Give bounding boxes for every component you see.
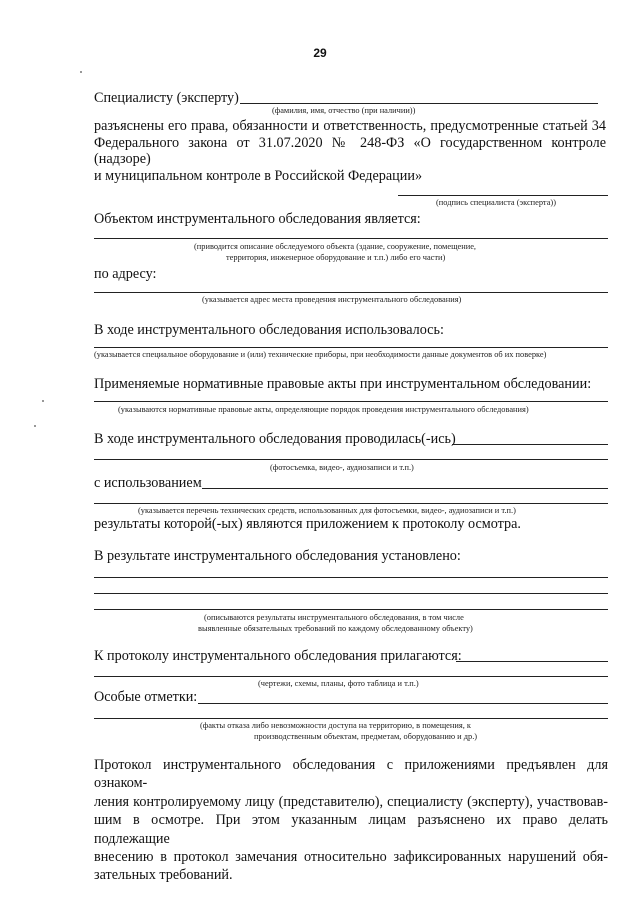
- using-line: [94, 503, 608, 504]
- remarks-label: Особые отметки:: [94, 689, 198, 705]
- findings-line: [94, 609, 608, 610]
- acts-label: Применяемые нормативные правовые акты при инструментальном обследовании:: [94, 376, 592, 392]
- page-number: 29: [313, 46, 327, 60]
- used-label: В ходе инструментального обследования использовалось:: [94, 322, 444, 338]
- address-hint: (указывается адрес места проведения инструментального обследования): [202, 295, 462, 304]
- attachments-hint: (чертежи, схемы, планы, фото таблица и т.п.): [258, 679, 419, 688]
- specialist-label: Специалисту (эксперту): [94, 90, 239, 106]
- recording-label: В ходе инструментального обследования проводилась(-ись): [94, 431, 456, 447]
- recording-inline-line: [452, 444, 608, 445]
- text-line: внесению в протокол замечания относительно зафиксированных нарушений обя-: [94, 849, 608, 866]
- remarks-hint: производственным объектам, предметам, оборудованию и др.): [254, 732, 478, 741]
- recording-line: [94, 459, 608, 460]
- using-inline-line: [202, 488, 608, 489]
- recording-hint: (фотосъемка, видео-, аудиозаписи и т.п.): [270, 463, 414, 472]
- attachments-label: К протоколу инструментального обследования прилагаются:: [94, 648, 462, 664]
- signature-hint: (подпись специалиста (эксперта)): [436, 198, 556, 207]
- remarks-inline-line: [198, 703, 608, 704]
- text-line: Протокол инструментального обследования с приложениями предъявлен для ознаком-: [94, 757, 608, 792]
- specialist-name-hint: (фамилия, имя, отчество (при наличии)): [272, 106, 416, 115]
- text-line: Федерального закона от 31.07.2020 № 248-ФЗ «О государственном контроле (надзоре): [94, 134, 606, 168]
- attachments-line: [94, 676, 608, 677]
- address-line: [94, 292, 608, 293]
- remarks-hint: (факты отказа либо невозможности доступа на территорию, в помещения, к: [200, 721, 471, 730]
- findings-line: [94, 593, 608, 594]
- text-line: и муниципальном контроле в Российской Федерации»: [94, 167, 423, 184]
- remarks-line: [94, 718, 608, 719]
- findings-line: [94, 577, 608, 578]
- specialist-name-line: [240, 103, 598, 104]
- signature-line: [398, 195, 608, 196]
- acts-hint: (указываются нормативные правовые акты, определяющие порядок проведения инструментального обследования): [118, 405, 529, 414]
- using-hint: (указывается перечень технических средств, использованных для фотосъемки, видео-, аудиозаписи и т.п.): [138, 506, 516, 515]
- acts-line: [94, 401, 608, 402]
- final-paragraph: [94, 756, 608, 885]
- findings-hint: (описываются результаты инструментального обследования, в том числе: [204, 613, 464, 622]
- findings-hint: выявленные обязательных требований по каждому обследованному объекту): [198, 624, 473, 633]
- results-text: результаты которой(-ых) являются приложением к протоколу осмотра.: [94, 516, 521, 532]
- object-hint: (приводится описание обследуемого объекта (здание, сооружение, помещение,: [194, 242, 477, 251]
- object-hint: территория, инженерное оборудование и т.п.) либо его части): [226, 253, 446, 262]
- attachments-inline-line: [456, 661, 608, 662]
- findings-label: В результате инструментального обследования установлено:: [94, 548, 461, 564]
- text-line: ления контролируемому лицу (представителю), специалисту (эксперту), участвовав-: [94, 793, 608, 810]
- used-hint: (указывается специальное оборудование и (или) технические приборы, при необходимости данные документов об их поверке): [94, 350, 547, 359]
- margin-mark: [34, 425, 36, 427]
- address-label: по адресу:: [94, 266, 157, 282]
- using-label: с использованием: [94, 475, 202, 491]
- object-label: Объектом инструментального обследования является:: [94, 211, 421, 227]
- text-line: зательных требований.: [94, 867, 233, 884]
- text-line: разъяснены его права, обязанности и ответственность, предусмотренные статьей 34: [94, 118, 606, 134]
- object-line: [94, 238, 608, 239]
- margin-mark: [42, 400, 44, 402]
- margin-mark: [80, 71, 82, 73]
- specialist-rights-text: [94, 118, 606, 184]
- text-line: шим в осмотре. При этом указанным лицам разъяснено их право делать подлежащие: [94, 812, 608, 847]
- used-line: [94, 347, 608, 348]
